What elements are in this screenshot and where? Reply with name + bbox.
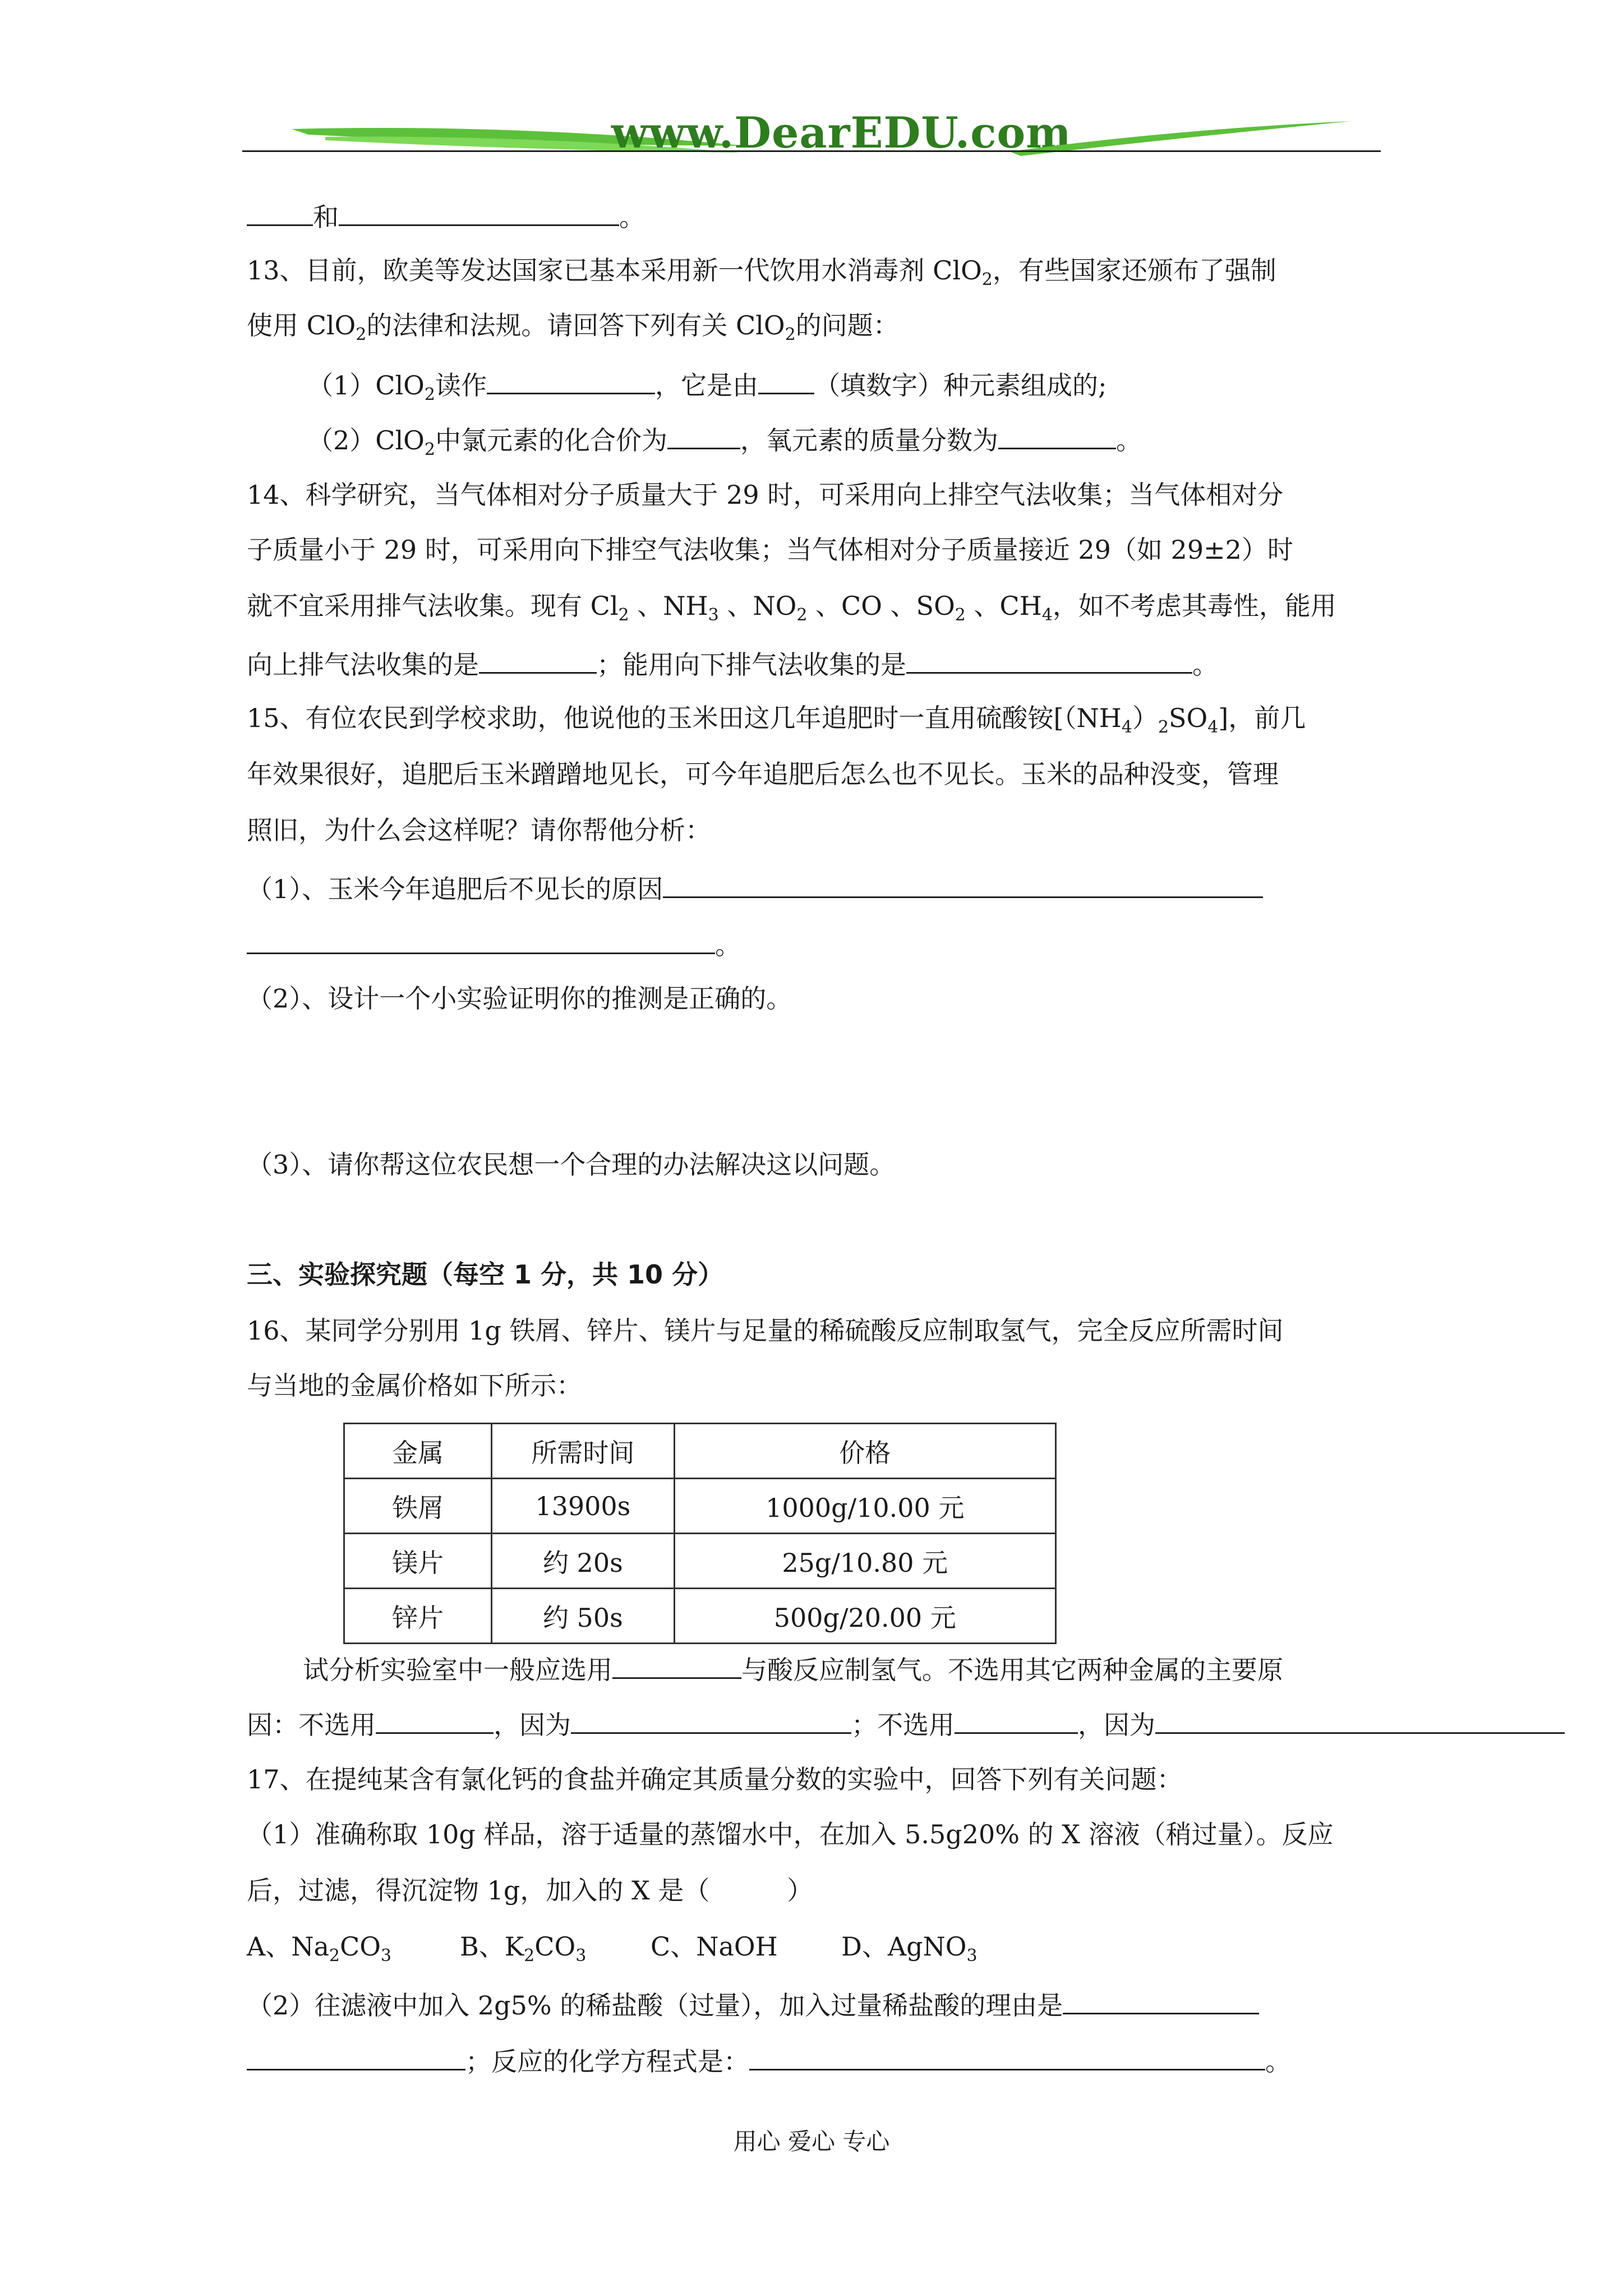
- text: C、NaOH: [651, 1931, 778, 1962]
- text: 。: [1192, 650, 1218, 680]
- table-row: [344, 1479, 1056, 1534]
- text: 读作: [435, 370, 487, 401]
- text: ，氧元素的质量分数为: [740, 425, 998, 455]
- text: ）: [1132, 703, 1158, 733]
- blank[interactable]: [955, 1705, 1078, 1734]
- q14-line1: 14、科学研究，当气体相对分子质量大于 29 时，可采用向上排空气法收集；当气体相对分: [247, 480, 1284, 510]
- subscript: 2: [981, 270, 993, 289]
- text: 15、有位农民到学校求助，他说他的玉米田这几年追肥时一直用硫酸铵[（NH: [247, 703, 1122, 733]
- table-header-cell: 金属: [344, 1424, 492, 1479]
- blank[interactable]: [1063, 1986, 1259, 2014]
- q17-options: [247, 1930, 978, 1973]
- metal-price-table: [343, 1423, 1057, 1644]
- text: A、Na: [247, 1931, 329, 1962]
- q13-line2: [247, 309, 899, 352]
- subscript: 3: [708, 605, 719, 625]
- subscript: 2: [524, 1946, 535, 1966]
- text: 。: [715, 930, 741, 960]
- table-header-row: [344, 1424, 1056, 1479]
- text: 和: [313, 202, 339, 232]
- q13-part2: [307, 421, 1142, 467]
- subscript: 2: [796, 605, 808, 625]
- blank[interactable]: [339, 197, 619, 226]
- table-cell: 500g/20.00 元: [674, 1589, 1055, 1644]
- text: 因：不选用: [247, 1710, 376, 1740]
- text: SO: [1169, 703, 1208, 733]
- q15-part1: [247, 869, 1263, 906]
- q15-part3: （3）、请你帮这位农民想一个合理的办法解决这以问题。: [247, 1149, 896, 1180]
- text: （1）ClO: [307, 370, 425, 401]
- blank[interactable]: [906, 645, 1192, 674]
- text: 。: [1115, 425, 1142, 455]
- text: ；能用向下排气法收集的是: [597, 650, 906, 680]
- text: D、AgNO: [841, 1931, 967, 1962]
- text: ，如不考虑其毒性，能用: [1052, 591, 1336, 621]
- text: 向上排气法收集的是: [247, 650, 479, 680]
- q17-part1-line2: 后，过滤，得沉淀物 1g，加入的 X 是（ ）: [247, 1875, 813, 1906]
- section3-title: 三、实验探究题（每空 1 分，共 10 分）: [247, 1259, 724, 1290]
- q15-part1-cont: [247, 926, 741, 962]
- header-rule: [242, 150, 1381, 152]
- subscript: 2: [955, 605, 966, 625]
- text: （填数字）种元素组成的;: [814, 370, 1107, 401]
- text: ，因为: [1078, 1710, 1155, 1740]
- text: 的法律和法规。请回答下列有关 ClO: [366, 310, 785, 341]
- blank[interactable]: [376, 1705, 494, 1734]
- text: 13、目前，欧美等发达国家已基本采用新一代饮用水消毒剂 ClO: [247, 255, 982, 286]
- text: （2）往滤液中加入 2g5% 的稀盐酸（过量），加入过量稀盐酸的理由是: [247, 1990, 1063, 2021]
- blank[interactable]: [571, 1705, 851, 1734]
- subscript: 2: [618, 605, 629, 625]
- option-c[interactable]: [651, 1930, 841, 1963]
- subscript: 2: [424, 440, 435, 459]
- text: 的问题：: [795, 310, 899, 341]
- blank[interactable]: [247, 2042, 465, 2070]
- table-cell: 锌片: [344, 1589, 492, 1644]
- subscript: 2: [1158, 717, 1169, 737]
- q17-line1: 17、在提纯某含有氯化钙的食盐并确定其质量分数的实验中，回答下列有关问题：: [247, 1764, 1183, 1795]
- subscript: 2: [424, 385, 435, 404]
- text: （2）ClO: [307, 425, 425, 455]
- subscript: 3: [966, 1946, 978, 1966]
- table-header-cell: 价格: [674, 1424, 1055, 1479]
- text: CO: [534, 1931, 576, 1962]
- q13-line1: [247, 254, 1276, 297]
- table-header-cell: 所需时间: [492, 1424, 674, 1479]
- q16-line2: 与当地的金属价格如下所示：: [247, 1370, 582, 1401]
- blank[interactable]: [998, 421, 1116, 449]
- q14-line3: [247, 589, 1336, 632]
- subscript: 3: [380, 1946, 392, 1966]
- subscript: 3: [575, 1946, 587, 1966]
- q17-part1-line1: （1）准确称取 10g 样品，溶于适量的蒸馏水中，在加入 5.5g20% 的 X 溶液（稍过量）。反应: [247, 1819, 1334, 1849]
- subscript: 2: [356, 325, 367, 344]
- text: 与酸反应制氢气。不选用其它两种金属的主要原: [741, 1655, 1283, 1685]
- text: ，有些国家还颁布了强制: [992, 255, 1276, 286]
- q13-part1: [307, 366, 1106, 412]
- option-d[interactable]: [841, 1930, 978, 1973]
- text: 使用 ClO: [247, 310, 356, 341]
- subscript: 4: [1121, 717, 1132, 737]
- subscript: 2: [329, 1946, 340, 1966]
- blank[interactable]: [612, 1650, 741, 1679]
- option-b[interactable]: [460, 1930, 651, 1973]
- text: 、NH: [629, 591, 708, 621]
- blank[interactable]: [749, 2042, 1265, 2070]
- text: 中氯元素的化合价为: [435, 425, 667, 455]
- table-cell: 13900s: [492, 1479, 674, 1534]
- text: ；反应的化学方程式是：: [465, 2046, 749, 2077]
- text: 就不宜采用排气法收集。现有 Cl: [247, 591, 619, 621]
- q15-line3: 照旧，为什么会这样呢？请你帮他分析：: [247, 815, 711, 845]
- table-cell: 镁片: [344, 1534, 492, 1589]
- q14-line4: [247, 645, 1218, 682]
- text: CO: [340, 1931, 381, 1962]
- header-logo: [241, 107, 1385, 168]
- text: ]，前几: [1218, 703, 1306, 733]
- blank[interactable]: [247, 926, 715, 954]
- page-footer: 用心 爱心 专心: [733, 2128, 890, 2155]
- text: ，它是由: [654, 370, 758, 401]
- blank[interactable]: [667, 421, 740, 449]
- subscript: 4: [1207, 717, 1219, 737]
- q16-after2: [247, 1705, 1565, 1742]
- q16-after1: [303, 1650, 1283, 1687]
- blank[interactable]: [663, 869, 1263, 898]
- blank[interactable]: [247, 197, 313, 226]
- text: 、CO 、SO: [807, 591, 955, 621]
- q15-part2: （2）、设计一个小实验证明你的推测是正确的。: [247, 983, 792, 1014]
- text: ；不选用: [851, 1710, 955, 1740]
- subscript: 2: [785, 325, 796, 344]
- q12-tail: [247, 197, 645, 234]
- text: ，因为: [494, 1710, 571, 1740]
- text: 试分析实验室中一般应选用: [303, 1655, 612, 1685]
- q15-line2: 年效果很好，追肥后玉米蹭蹭地见长，可今年追肥后怎么也不见长。玉米的品种没变，管理: [247, 759, 1279, 789]
- blank[interactable]: [1155, 1705, 1565, 1734]
- q17-part2-line1: [247, 1986, 1259, 2022]
- table-cell: 25g/10.80 元: [674, 1534, 1055, 1589]
- text: B、K: [460, 1931, 524, 1962]
- blank[interactable]: [758, 366, 814, 394]
- text: 、CH: [965, 591, 1042, 621]
- q15-line1: [247, 701, 1306, 744]
- table-row: [344, 1589, 1056, 1644]
- table-cell: 约 20s: [492, 1534, 674, 1589]
- blank[interactable]: [479, 645, 597, 674]
- blank[interactable]: [487, 366, 655, 394]
- text: 。: [1265, 2046, 1291, 2077]
- q17-part2-line2: [247, 2042, 1291, 2078]
- table-cell: 1000g/10.00 元: [674, 1479, 1055, 1534]
- logo-text: www.DearEDU.com: [611, 108, 1072, 158]
- table-cell: 铁屑: [344, 1479, 492, 1534]
- text: 。: [619, 202, 645, 232]
- option-a[interactable]: [247, 1930, 460, 1973]
- q14-line2: 子质量小于 29 时，可采用向下排空气法收集；当气体相对分子质量接近 29（如 29±2）时: [247, 535, 1293, 565]
- table-cell: 约 50s: [492, 1589, 674, 1644]
- text: 、NO: [718, 591, 797, 621]
- q16-line1: 16、某同学分别用 1g 铁屑、锌片、镁片与足量的稀硫酸反应制取氢气，完全反应所需时间: [247, 1315, 1284, 1346]
- text: （1）、玉米今年追肥后不见长的原因: [247, 874, 663, 904]
- subscript: 4: [1041, 605, 1053, 625]
- table-row: [344, 1534, 1056, 1589]
